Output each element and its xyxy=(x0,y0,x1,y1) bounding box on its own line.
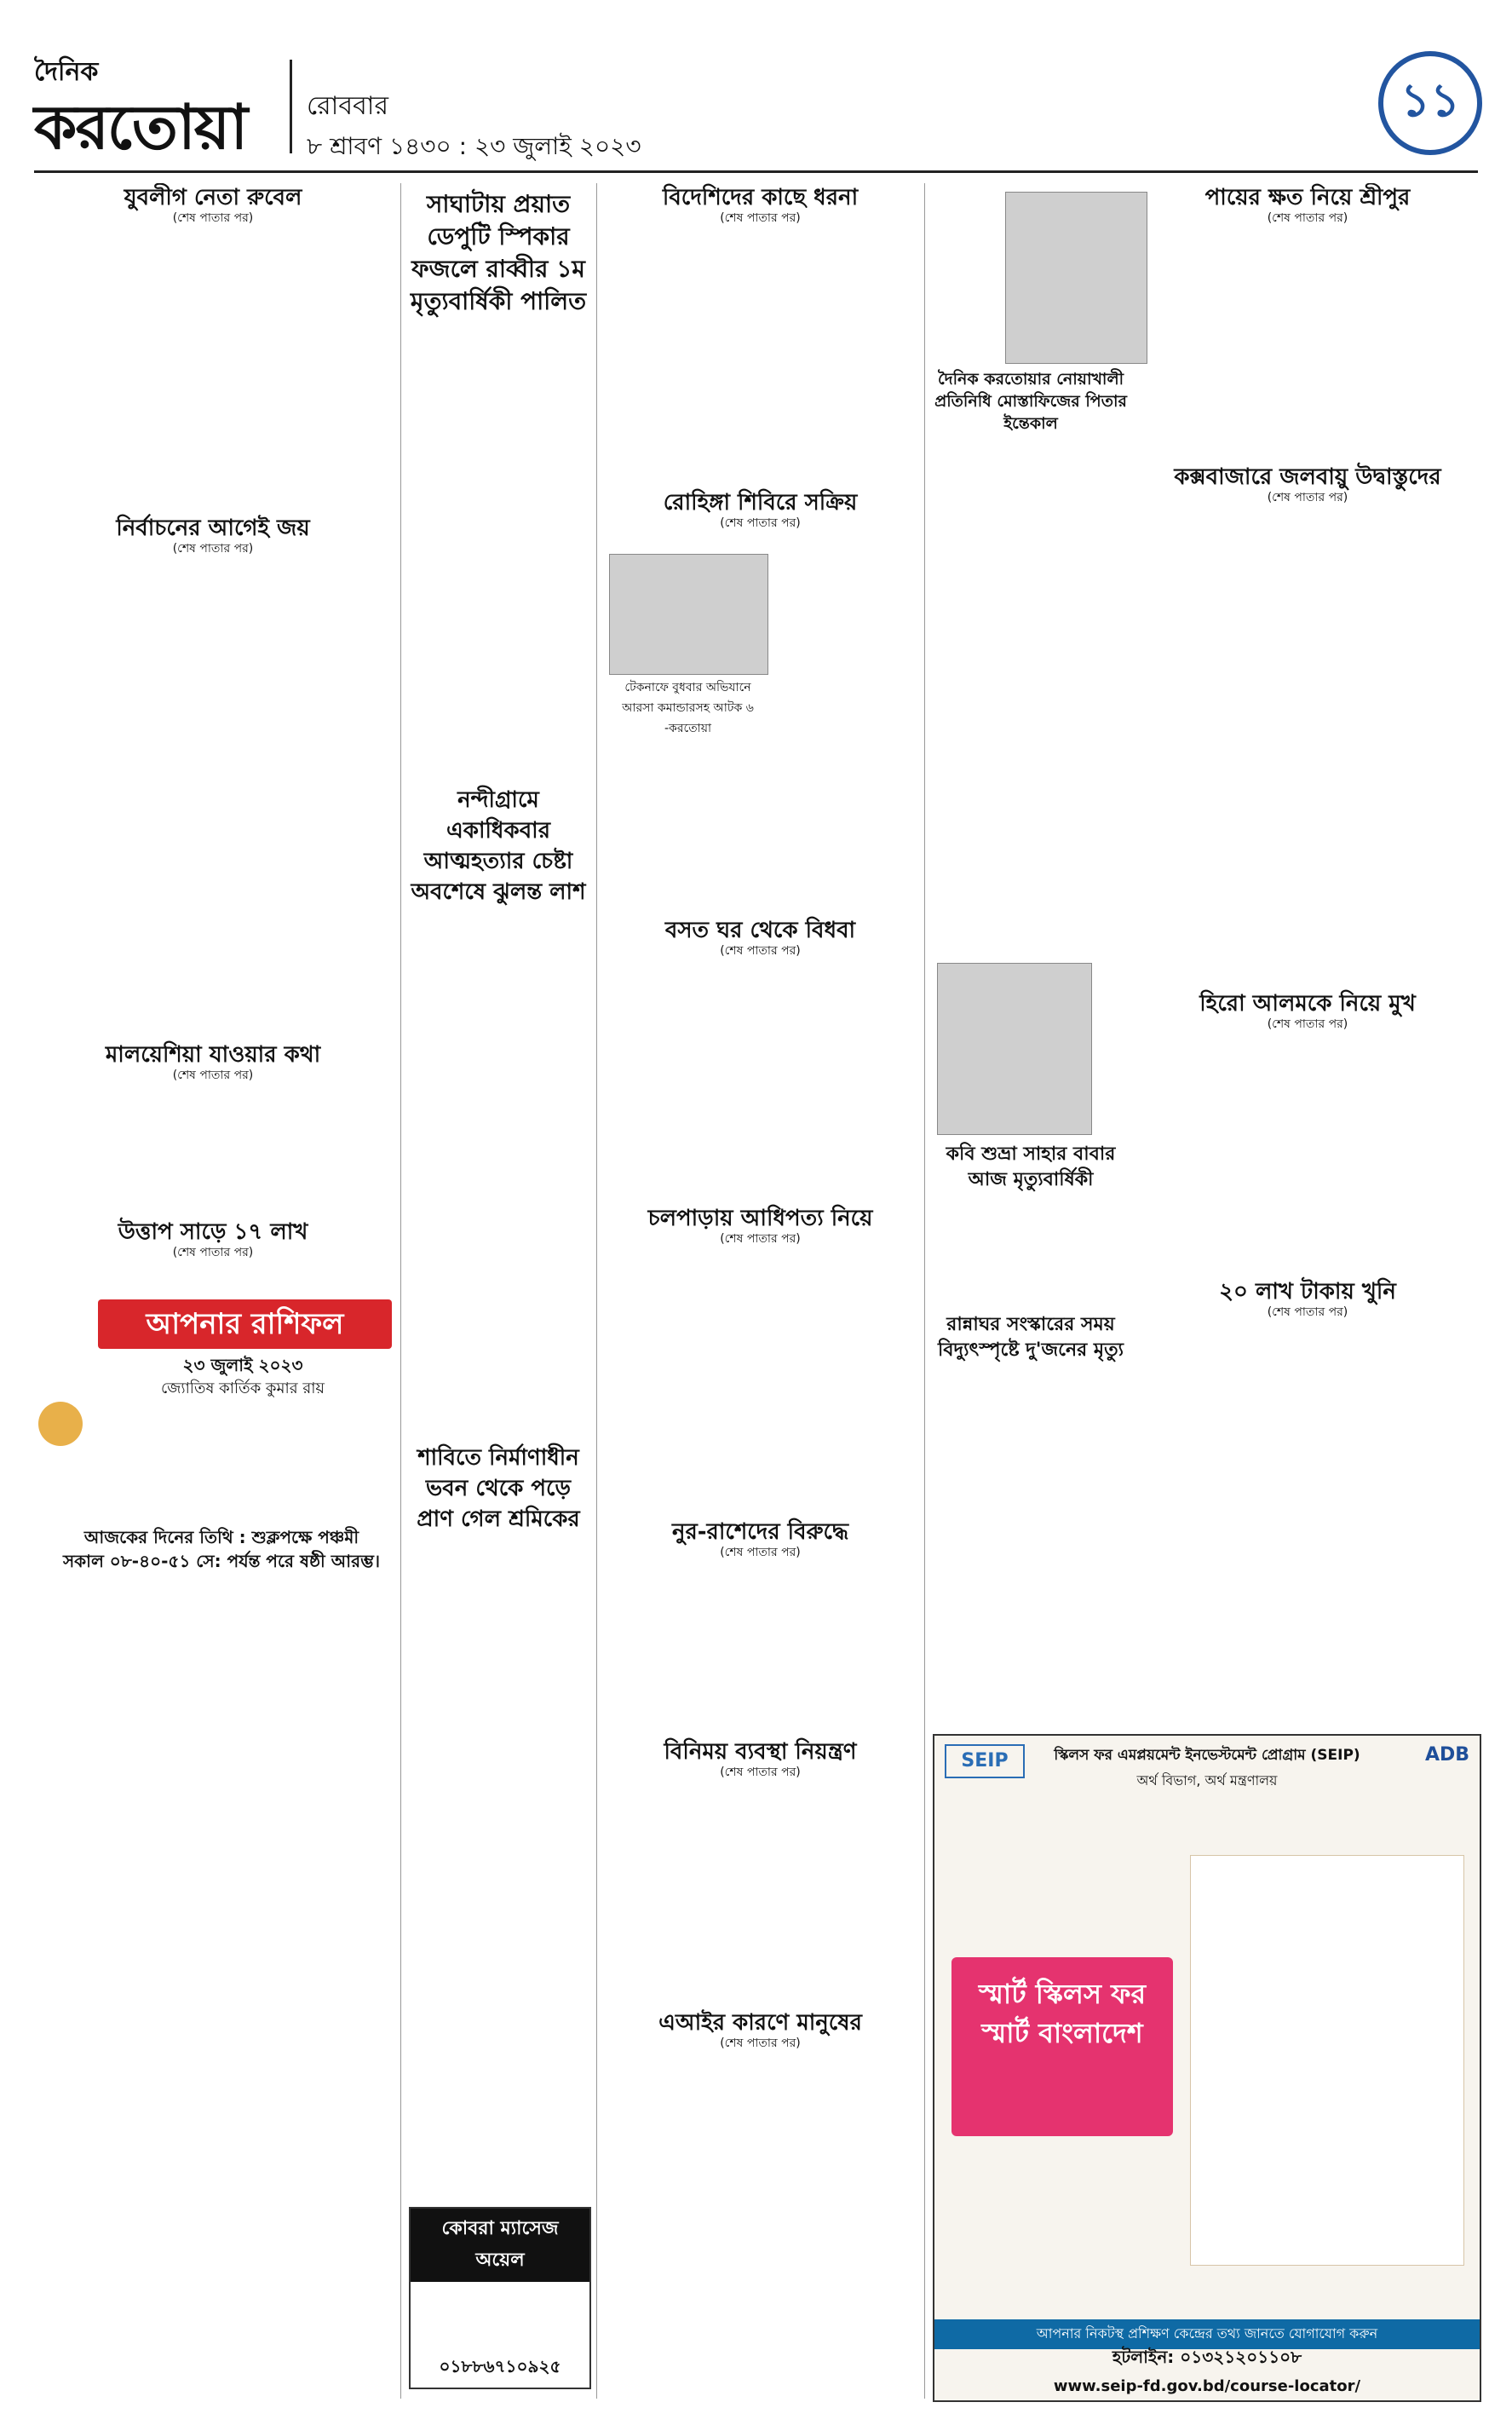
continuation-note: (শেষ পাতার পর) xyxy=(1267,491,1348,504)
issue-date: ৮ শ্রাবণ ১৪৩০ : ২৩ জুলাই ২০২৩ xyxy=(307,132,641,160)
column-divider xyxy=(924,183,925,2399)
article-body xyxy=(605,1787,916,2008)
continuation-note: (শেষ পাতার পর) xyxy=(1267,1305,1348,1319)
column-divider xyxy=(400,183,401,2399)
seip-url: www.seip-fd.gov.bd/course-locator/ xyxy=(1053,2377,1361,2395)
article-body xyxy=(1137,233,1478,463)
headline: কক্সবাজারে জলবায়ু উদ্বাস্তুদের xyxy=(1174,464,1441,490)
rashifal-author: জ্যোতিষ কার্তিক কুমার রায় xyxy=(160,1380,325,1397)
headline: বিদেশিদের কাছে ধরনা xyxy=(662,185,859,210)
rashifal-date: ২৩ জুলাই ২০২৩ xyxy=(182,1355,303,1375)
headline: যুবলীগ নেতা রুবেল xyxy=(124,185,302,210)
continuation-note: (শেষ পাতার পর) xyxy=(172,542,254,556)
headline: রান্নাঘর সংস্কারের সময় বিদ্যুৎস্পৃষ্টে দু'জনের মৃত্যু xyxy=(938,1314,1124,1361)
continuation-note: (শেষ পাতার পর) xyxy=(1267,1017,1348,1031)
continuation-note: (শেষ পাতার পর) xyxy=(172,1246,254,1259)
headline: চলপাড়ায় আধিপত্য নিয়ে xyxy=(647,1206,873,1231)
seip-slogan: স্মার্ট স্কিলস ফর স্মার্ট বাংলাদেশ xyxy=(951,1957,1173,2136)
seip-info-panel xyxy=(1190,1855,1464,2266)
headline: মালয়েশিয়া যাওয়ার কথা xyxy=(105,1042,321,1068)
column-1 xyxy=(34,183,392,1282)
rashifal-title: আপনার রাশিফল xyxy=(98,1299,392,1349)
kobra-oil-ad xyxy=(409,2207,591,2389)
portrait-photo xyxy=(937,963,1092,1135)
continuation-note: (শেষ পাতার পর) xyxy=(720,516,801,530)
seip-logo: SEIP xyxy=(945,1744,1025,1778)
seip-ministry: অর্থ বিভাগ, অর্থ মন্ত্রণালয় xyxy=(1136,1772,1278,1789)
tithi-time: সকাল ০৮-৪০-৫১ সে: পর্যন্ত পরে ষষ্ঠী আরম্ভ। xyxy=(62,1551,381,1571)
kobra-ad-phone: ০১৮৮৬৭১০৯২৫ xyxy=(439,2356,561,2376)
article-body xyxy=(34,1090,392,1218)
headline: নির্বাচনের আগেই জয় xyxy=(116,516,310,541)
continuation-note: (শেষ পাতার পর) xyxy=(720,1766,801,1779)
seip-contact: আপনার নিকটস্থ প্রশিক্ষণ কেন্দ্রের তথ্য জানতে যোগাযোগ করুন xyxy=(934,2319,1480,2349)
column-5 xyxy=(1137,183,1478,1700)
article-body xyxy=(605,1567,916,1737)
seip-hotline: হটলাইন: ০১৩২১২০১১০৮ xyxy=(1112,2347,1302,2367)
article-body xyxy=(34,563,392,1040)
masthead xyxy=(34,34,1482,162)
headline: দৈনিক করতোয়ার নোয়াখালী প্রতিনিধি মোস্তাফিজের পিতার ইন্তেকাল xyxy=(934,370,1127,433)
zodiac-wheel-icon xyxy=(38,1402,83,1446)
paper-label: দৈনিক xyxy=(34,57,99,87)
article-body xyxy=(34,233,392,514)
continuation-note: (শেষ পাতার পর) xyxy=(720,2036,801,2050)
portrait-photo xyxy=(1005,192,1147,364)
headline: শাবিতে নির্মাণাধীন ভবন থেকে পড়ে প্রাণ গেল শ্রমিকের xyxy=(417,1445,580,1532)
headline: হিরো আলমকে নিয়ে মুখ xyxy=(1199,991,1416,1017)
kobra-ad-title: কোবরা ম্যাসেজ অয়েল xyxy=(411,2209,589,2282)
continuation-note: (শেষ পাতার পর) xyxy=(720,211,801,225)
article-body xyxy=(1137,1039,1478,1277)
headline: পায়ের ক্ষত নিয়ে শ্রীপুর xyxy=(1204,185,1411,210)
article-body xyxy=(605,965,916,1204)
headline: রোহিঙ্গা শিবিরে সক্রিয় xyxy=(663,490,858,516)
masthead-rule xyxy=(34,170,1478,173)
tithi-line: আজকের দিনের তিথি : শুক্লপক্ষে পঞ্চমী xyxy=(83,1527,359,1547)
continuation-note: (শেষ পাতার পর) xyxy=(720,944,801,958)
headline: ২০ লাখ টাকায় খুনি xyxy=(1219,1279,1396,1305)
column-3-lower xyxy=(605,916,916,2365)
headline: বসত ঘর থেকে বিধবা xyxy=(664,918,856,943)
photo-caption: টেকনাফে বুধবার অভিযানে আরসা কমান্ডারসহ আটক ৬ -করতোয়া xyxy=(622,681,754,735)
headline: বিনিময় ব্যবস্থা নিয়ন্ত্রণ xyxy=(664,1739,857,1765)
seip-title: স্কিলস ফর এমপ্লয়মেন্ট ইনভেস্টমেন্ট প্রোগ্রাম (SEIP) xyxy=(1054,1747,1360,1764)
article-body xyxy=(409,320,588,780)
column-divider xyxy=(596,183,597,2399)
masthead-divider xyxy=(290,60,292,153)
article-body xyxy=(1137,512,1478,989)
headline: নুর-রাশেদের বিরুদ্ধে xyxy=(671,1519,849,1545)
headline: সাঘাটায় প্রয়াত ডেপুটি স্পিকার ফজলে রাব্বীর ১ম মৃত্যুবার্ষিকী পালিত xyxy=(410,190,587,315)
article-body xyxy=(605,233,916,488)
continuation-note: (শেষ পাতার পর) xyxy=(720,1546,801,1559)
continuation-note: (শেষ পাতার পর) xyxy=(172,211,254,225)
article-body xyxy=(409,909,588,1437)
page-number: ১১ xyxy=(1378,51,1482,155)
headline: এআইর কারণে মানুষের xyxy=(658,2010,862,2036)
continuation-note: (শেষ পাতার পর) xyxy=(172,1069,254,1082)
headline: কবি শুভ্রা সাহার বাবার আজ মৃত্যুবার্ষিকী xyxy=(946,1143,1116,1190)
issue-day: রোববার xyxy=(307,91,388,121)
continuation-note: (শেষ পাতার পর) xyxy=(1267,211,1348,225)
headline: নন্দীগ্রামে একাধিকবার আত্মহত্যার চেষ্টা অবশেষে ঝুলন্ত লাশ xyxy=(411,787,586,905)
headline: উত্তাপ সাড়ে ১৭ লাখ xyxy=(118,1219,308,1245)
rohingya-photo xyxy=(609,554,768,675)
adb-logo: ADB xyxy=(1424,1744,1469,1766)
paper-logo: করতোয়া xyxy=(34,91,247,163)
continuation-note: (শেষ পাতার পর) xyxy=(720,1232,801,1246)
column-2 xyxy=(409,183,588,2399)
seip-ad xyxy=(933,1734,1481,2402)
article-body xyxy=(605,1253,916,1518)
